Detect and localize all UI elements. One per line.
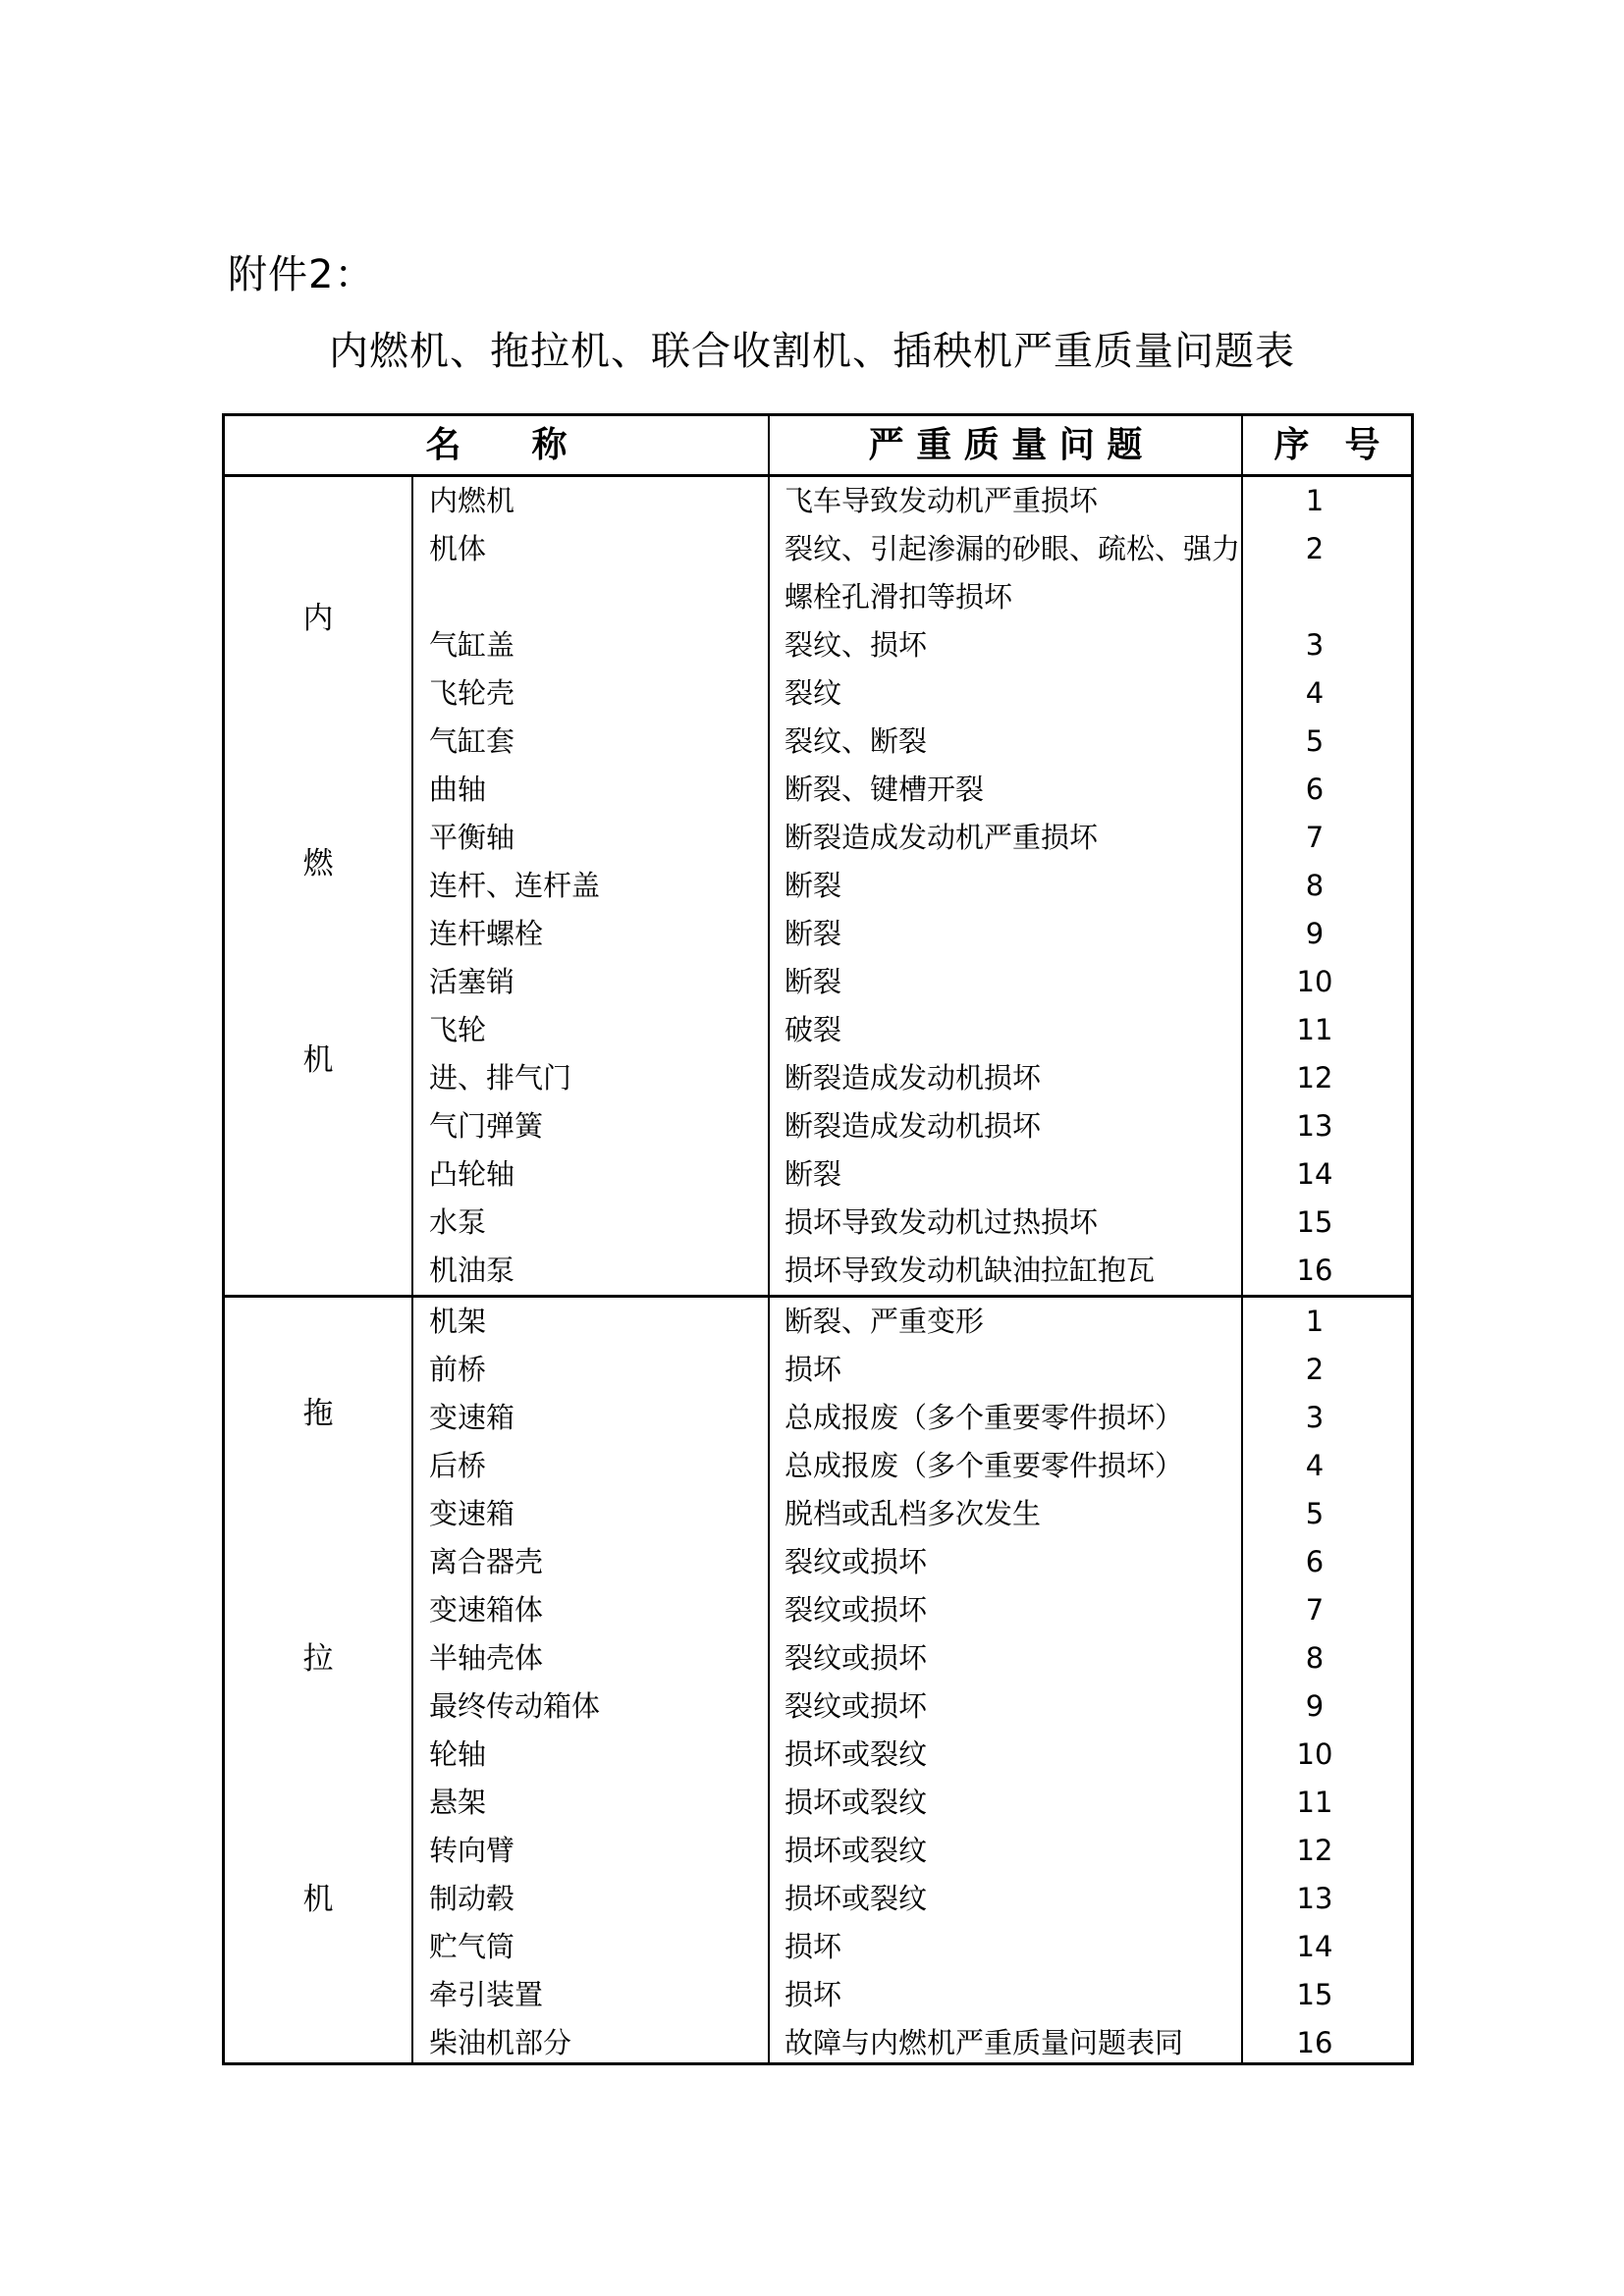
row-index: 12 [1296, 1061, 1333, 1095]
table-row [225, 718, 1411, 766]
problem-description: 损坏 [785, 1353, 842, 1386]
part-name: 平衡轴 [429, 821, 515, 854]
row-index: 13 [1296, 1882, 1333, 1915]
problem-description: 断裂造成发动机损坏 [785, 1109, 1042, 1143]
group-label-char: 内 [302, 601, 334, 636]
group-label-char: 燃 [302, 846, 334, 881]
table-row [225, 1923, 1411, 1971]
row-index: 5 [1305, 1497, 1325, 1530]
row-index: 3 [1305, 1401, 1325, 1434]
problem-description: 总成报废（多个重要零件损坏） [785, 1401, 1184, 1434]
part-name: 凸轮轴 [429, 1157, 515, 1191]
part-name: 变速箱体 [429, 1593, 544, 1627]
part-name: 轮轴 [429, 1737, 487, 1771]
row-index: 8 [1305, 869, 1325, 902]
part-name: 机油泵 [429, 1254, 515, 1287]
part-name: 变速箱 [429, 1401, 515, 1434]
problem-description: 损坏或裂纹 [785, 1786, 928, 1819]
problem-description: 裂纹、损坏 [785, 628, 928, 662]
row-index: 1 [1305, 484, 1325, 517]
part-name: 机体 [429, 532, 487, 565]
part-name: 贮气筒 [429, 1930, 515, 1963]
table-row [225, 525, 1411, 621]
table-row [225, 862, 1411, 910]
problem-description: 损坏或裂纹 [785, 1737, 928, 1771]
header-problem: 严 重 质 量 问 题 [868, 425, 1143, 465]
part-name: 离合器壳 [429, 1545, 544, 1578]
table-row [225, 958, 1411, 1006]
table-row [225, 1199, 1411, 1247]
table-row [225, 477, 1411, 525]
part-name: 连杆螺栓 [429, 917, 544, 950]
row-index: 5 [1305, 724, 1325, 758]
row-index: 16 [1296, 2026, 1333, 2059]
problem-description: 断裂 [785, 965, 842, 998]
page-title: 内燃机、拖拉机、联合收割机、插秧机严重质量问题表 [329, 329, 1295, 374]
row-index: 12 [1296, 1834, 1333, 1867]
problem-description: 裂纹或损坏 [785, 1689, 928, 1723]
problem-description: 故障与内燃机严重质量问题表同 [785, 2026, 1184, 2059]
group-label-char: 机 [302, 1042, 334, 1078]
table-row [225, 1054, 1411, 1102]
row-index: 13 [1296, 1109, 1333, 1143]
row-index: 7 [1305, 1593, 1325, 1627]
part-name: 悬架 [429, 1786, 487, 1819]
row-index: 9 [1305, 1689, 1325, 1723]
part-name: 水泵 [429, 1205, 487, 1239]
part-name: 转向臂 [429, 1834, 515, 1867]
part-name: 半轴壳体 [429, 1641, 544, 1675]
row-index: 15 [1296, 1978, 1333, 2011]
header-index: 序 号 [1273, 425, 1380, 465]
part-name: 机架 [429, 1305, 487, 1338]
group-label-char: 机 [302, 1882, 334, 1917]
row-index: 4 [1305, 1449, 1325, 1482]
problem-description: 总成报废（多个重要零件损坏） [785, 1449, 1184, 1482]
table-row [225, 1442, 1411, 1490]
table-row [225, 1682, 1411, 1731]
attachment-label: 附件2： [228, 252, 375, 297]
part-name: 连杆、连杆盖 [429, 869, 601, 902]
quality-problem-table [222, 413, 1414, 2065]
row-index: 6 [1305, 1545, 1325, 1578]
table-row [225, 1779, 1411, 1827]
row-index: 4 [1305, 676, 1325, 710]
table-row [225, 1538, 1411, 1586]
part-name: 气门弹簧 [429, 1109, 544, 1143]
problem-description: 裂纹或损坏 [785, 1593, 928, 1627]
row-index: 9 [1305, 917, 1325, 950]
part-name: 飞轮 [429, 1013, 487, 1046]
table-row [225, 910, 1411, 958]
problem-description: 断裂、严重变形 [785, 1305, 985, 1338]
table-row [225, 1827, 1411, 1875]
row-index: 2 [1305, 1353, 1325, 1386]
table-row [225, 1634, 1411, 1682]
part-name: 后桥 [429, 1449, 487, 1482]
table-row [225, 1102, 1411, 1150]
row-index: 14 [1296, 1157, 1333, 1191]
table-row [225, 814, 1411, 862]
problem-description: 断裂造成发动机损坏 [785, 1061, 1042, 1095]
problem-description: 损坏导致发动机缺油拉缸抱瓦 [785, 1254, 1156, 1287]
problem-description: 损坏 [785, 1930, 842, 1963]
table-row [225, 1346, 1411, 1394]
table-row [225, 1298, 1411, 1346]
problem-description: 断裂 [785, 1157, 842, 1191]
table-row [225, 1971, 1411, 2019]
group-label-char: 拖 [302, 1396, 334, 1431]
table-row [225, 1150, 1411, 1199]
table-row [225, 1006, 1411, 1054]
part-name: 前桥 [429, 1353, 487, 1386]
table-row [225, 621, 1411, 669]
part-name: 气缸套 [429, 724, 515, 758]
table-row [225, 1731, 1411, 1779]
table-row [225, 2019, 1411, 2067]
part-name: 飞轮壳 [429, 676, 515, 710]
part-name: 制动毂 [429, 1882, 515, 1915]
row-index: 1 [1305, 1305, 1325, 1338]
table-row [225, 1586, 1411, 1634]
table-row [225, 766, 1411, 814]
part-name: 内燃机 [429, 484, 515, 517]
row-index: 11 [1296, 1013, 1333, 1046]
part-name: 柴油机部分 [429, 2026, 572, 2059]
problem-description: 飞车导致发动机严重损坏 [785, 484, 1099, 517]
row-index: 11 [1296, 1786, 1333, 1819]
problem-description: 断裂 [785, 917, 842, 950]
row-index: 6 [1305, 773, 1325, 806]
problem-description: 脱档或乱档多次发生 [785, 1497, 1042, 1530]
group-label-char: 拉 [302, 1641, 334, 1677]
table-header [225, 416, 1411, 477]
problem-description: 断裂造成发动机严重损坏 [785, 821, 1099, 854]
row-index: 2 [1305, 532, 1325, 565]
part-name: 进、排气门 [429, 1061, 572, 1095]
row-index: 10 [1296, 965, 1333, 998]
part-name: 气缸盖 [429, 628, 515, 662]
problem-description: 裂纹、断裂 [785, 724, 928, 758]
part-name: 最终传动箱体 [429, 1689, 601, 1723]
header-name: 名 称 [425, 425, 568, 465]
problem-description: 裂纹、引起渗漏的砂眼、疏松、强力螺栓孔滑扣等损坏 [785, 532, 1241, 614]
row-index: 7 [1305, 821, 1325, 854]
part-name: 牵引装置 [429, 1978, 544, 2011]
part-name: 变速箱 [429, 1497, 515, 1530]
problem-description: 损坏或裂纹 [785, 1834, 928, 1867]
row-index: 3 [1305, 628, 1325, 662]
row-index: 15 [1296, 1205, 1333, 1239]
table-row [225, 1247, 1411, 1295]
problem-description: 裂纹或损坏 [785, 1545, 928, 1578]
row-index: 10 [1296, 1737, 1333, 1771]
table-row [225, 669, 1411, 718]
row-index: 14 [1296, 1930, 1333, 1963]
problem-description: 裂纹 [785, 676, 842, 710]
row-index: 16 [1296, 1254, 1333, 1287]
problem-description: 断裂、键槽开裂 [785, 773, 985, 806]
table-row [225, 1875, 1411, 1923]
part-name: 曲轴 [429, 773, 487, 806]
table-row [225, 1394, 1411, 1442]
part-name: 活塞销 [429, 965, 515, 998]
problem-description: 损坏或裂纹 [785, 1882, 928, 1915]
table-row [225, 1490, 1411, 1538]
problem-description: 损坏 [785, 1978, 842, 2011]
problem-description: 裂纹或损坏 [785, 1641, 928, 1675]
row-index: 8 [1305, 1641, 1325, 1675]
problem-description: 破裂 [785, 1013, 842, 1046]
problem-description: 断裂 [785, 869, 842, 902]
problem-description: 损坏导致发动机过热损坏 [785, 1205, 1099, 1239]
